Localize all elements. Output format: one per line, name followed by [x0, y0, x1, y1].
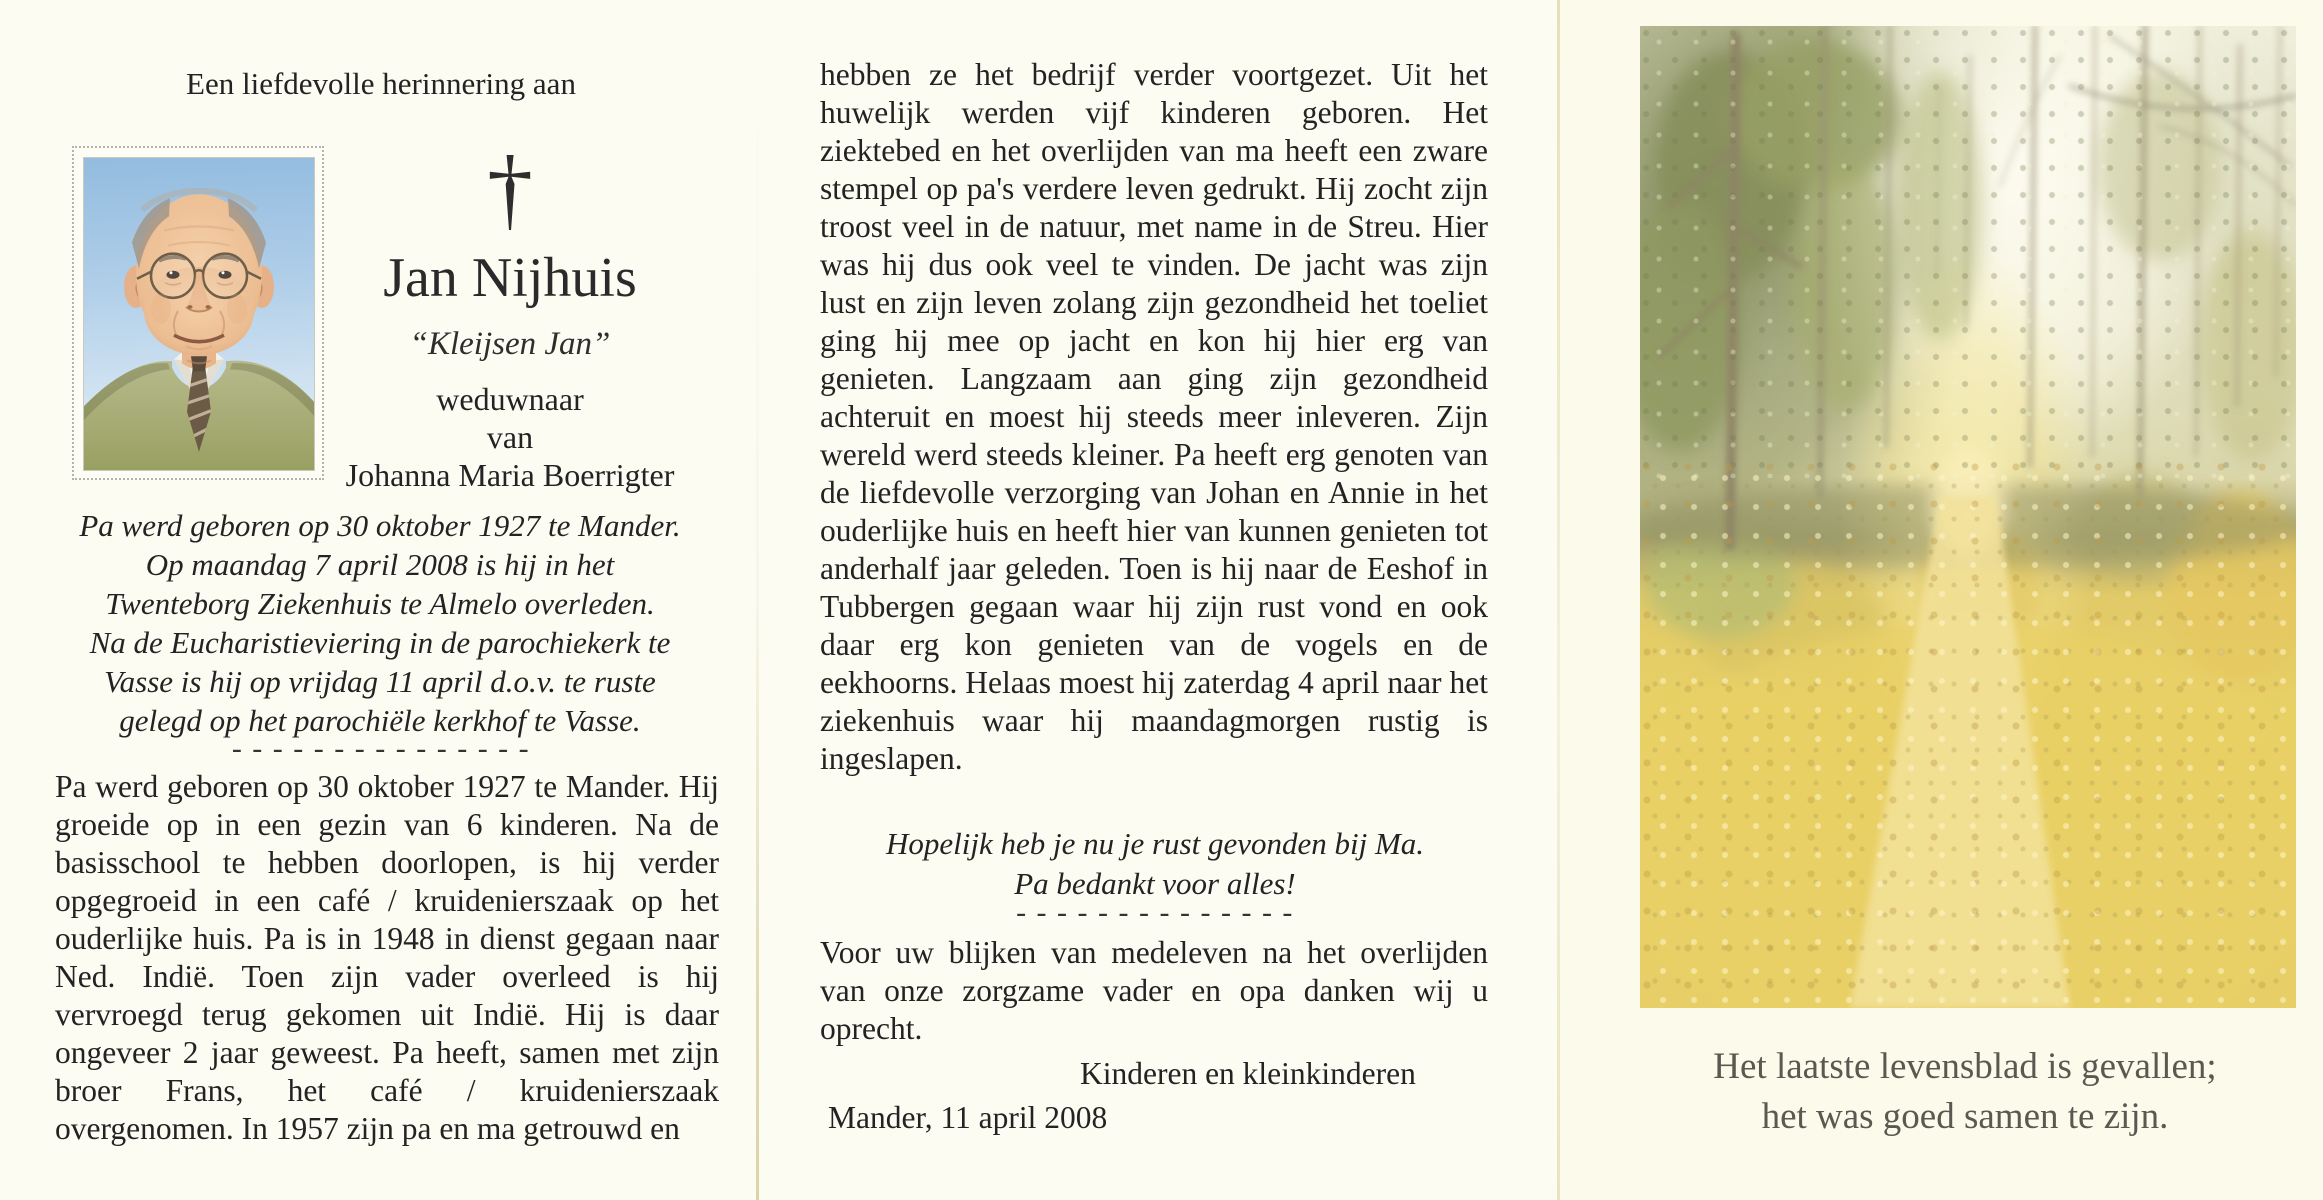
quote-line: het was goed samen te zijn. — [1761, 1096, 2169, 1137]
announcement-line: Pa werd geboren op 30 oktober 1927 te Mander. — [79, 508, 681, 543]
card-fold-left — [756, 0, 759, 1200]
farewell-block — [830, 824, 1480, 904]
biography-part-2: hebben ze het bedrijf verder voortgezet. Uit het huwelijk werden vijf kinderen geboren. Het ziektebed en het overlijden van ma heeft een zware stempel op pa's verdere leven gedrukt. Hij zocht zijn troost veel in de natuur, met name in de Streu. Hier was hij dus ook veel te vinden. De jacht was zijn lust en zijn leven zolang zijn gezondheid het toeliet ging hij mee op jacht en kon hij hier erg van genieten. Langzaam aan ging zijn gezondheid achteruit en moest hij steeds meer inleveren. Zijn wereld werd steeds kleiner. Pa heeft erg genoten van de liefdevolle verzorging van Johan en Annie in het ouderlijke huis en heeft hier van kunnen genieten tot anderhalf jaar geleden. Toen is hij naar de Eeshof in Tubbergen gegaan waar hij zijn rust vond en ook daar erg kon genieten van de vogels en de eekhoorns. Helaas moest hij zaterdag 4 april naar het ziekenhuis waar hij maandagmorgen rustig is ingeslapen. — [820, 57, 1488, 776]
portrait-illustration — [84, 158, 314, 470]
card-fold-right — [1557, 0, 1560, 1200]
announcement-line: Op maandag 7 april 2008 is hij in het — [145, 547, 615, 582]
widower-line: van — [486, 419, 534, 455]
announcement-line: Vasse is hij op vrijdag 11 april d.o.v. te ruste — [104, 664, 656, 699]
announcement-line: Twenteborg Ziekenhuis te Almelo overleden. — [105, 586, 655, 621]
biography-part-1: Pa werd geboren op 30 oktober 1927 te Mander. Hij groeide op in een gezin van 6 kinderen. Na de basisschool te hebben doorlopen, is hij verder opgegroeid in een café / kruidenierszaak op het ouderlijke huis. Pa is in 1948 in dienst gegaan naar Ned. Indië. Toen zijn vader overleed is hij vervroegd terug gekomen uit Indië. Hij is daar ongeveer 2 jaar geweest. Pa heeft, samen met zijn broer Frans, het café / kruidenierszaak overgenomen. In 1957 zijn pa en ma getrouwd en — [55, 769, 719, 1146]
forest-illustration — [1640, 26, 2296, 1008]
announcement-line: gelegd op het parochiële kerkhof te Vasse. — [119, 703, 641, 738]
cross-icon: † — [487, 137, 533, 239]
announcement-line: Na de Eucharistieviering in de parochiekerk te — [89, 625, 671, 660]
farewell-line: Pa bedankt voor alles! — [1014, 866, 1296, 901]
widower-line: weduwnaar — [436, 381, 584, 417]
deceased-name: Jan Nijhuis — [383, 247, 637, 309]
farewell-line: Hopelijk heb je nu je rust gevonden bij Ma. — [885, 826, 1425, 861]
memorial-header: Een liefdevolle herinnering aan — [186, 66, 576, 101]
widower-block — [330, 380, 690, 494]
deceased-nickname: “Kleijsen Jan” — [409, 326, 611, 362]
quote-line: Het laatste levensblad is gevallen; — [1713, 1046, 2217, 1087]
portrait-image — [83, 157, 315, 471]
autumn-forest-photo — [1640, 26, 2296, 1008]
acknowledgement-text: Voor uw blijken van medeleven na het overlijden van onze zorgzame vader en opa danken wij u oprecht. — [820, 935, 1488, 1046]
portrait-photo — [72, 146, 324, 480]
place-and-date: Mander, 11 april 2008 — [828, 1100, 1108, 1135]
memorial-quote — [1600, 1042, 2323, 1142]
dashed-separator: - - - - - - - - - - - - - - - — [231, 732, 531, 765]
spouse-name: Johanna Maria Boerrigter — [345, 457, 675, 493]
signature-line: Kinderen en kleinkinderen — [1080, 1056, 1416, 1091]
death-announcement — [28, 506, 732, 740]
dashed-separator: - - - - - - - - - - - - - - — [1016, 896, 1294, 929]
